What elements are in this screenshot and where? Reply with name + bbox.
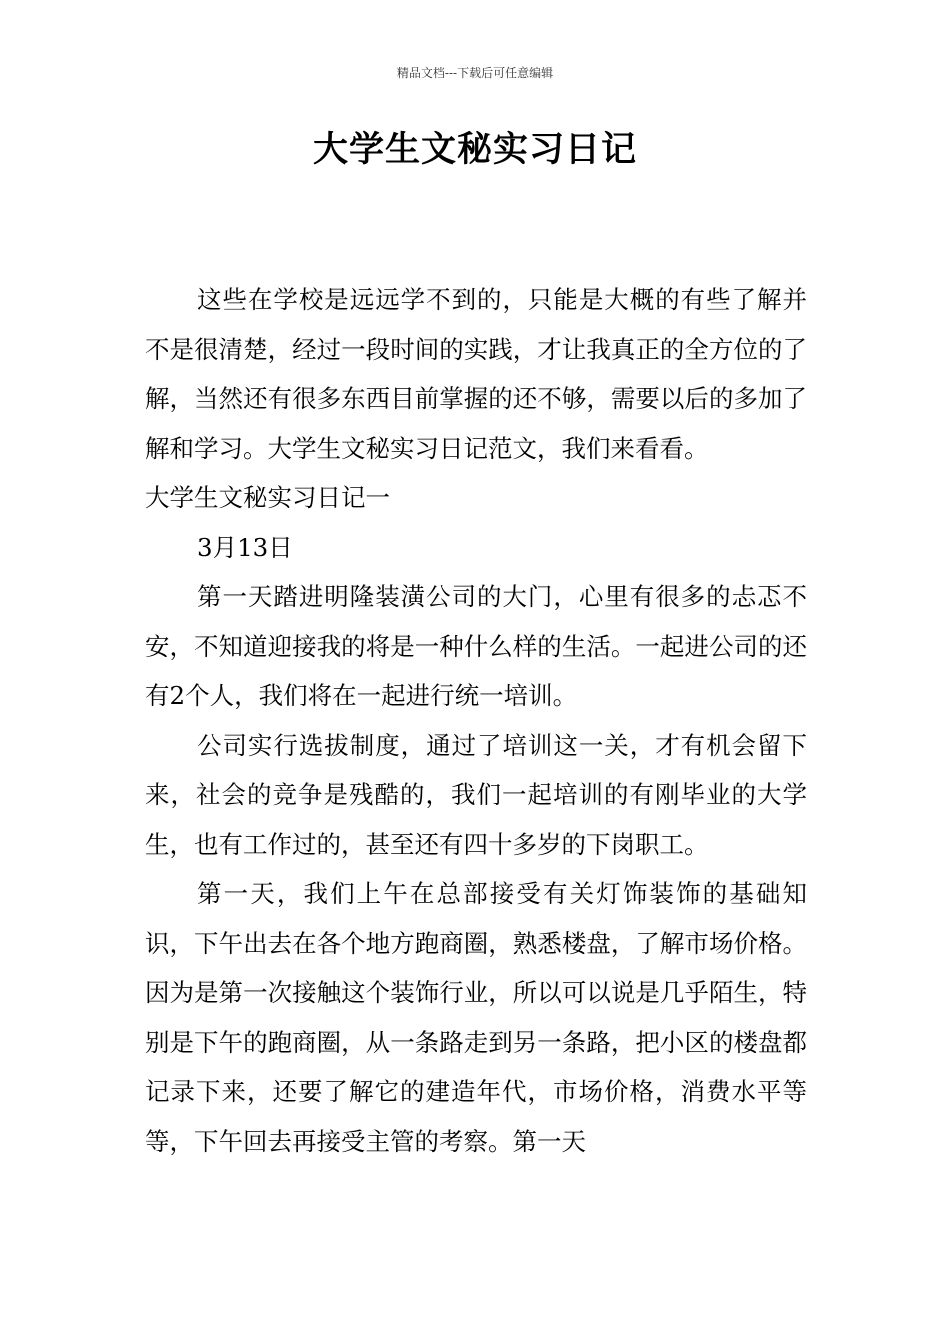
paragraph-training: 第一天，我们上午在总部接受有关灯饰装饰的基础知识，下午出去在各个地方跑商圈，熟悉楼盘，了解市场价格。因为是第一次接触这个装饰行业，所以可以说是几乎陌生，特别是下午的跑商圈，从一条路走到另一条路，把小区的楼盘都记录下来，还要了解它的建造年代，市场价格，消费水平等等，下午回去再接受主管的考察。第一天 <box>145 879 807 1156</box>
paragraph-first-day: 第一天踏进明隆装潢公司的大门，心里有很多的忐忑不安，不知道迎接我的将是一种什么样的生活。一起进公司的还有2个人，我们将在一起进行统一培训。 <box>145 582 807 710</box>
header-note: 精品文档---下载后可任意编辑 <box>396 66 554 80</box>
document-body <box>145 275 807 1166</box>
document-title: 大学生文秘实习日记 <box>312 130 637 170</box>
paragraph-selection: 公司实行选拔制度，通过了培训这一关，才有机会留下来，社会的竞争是残酷的，我们一起培训的有刚毕业的大学生，也有工作过的，甚至还有四十多岁的下岗职工。 <box>145 730 807 859</box>
section-heading: 大学生文秘实习日记一 <box>145 483 390 512</box>
diary-date: 3月13日 <box>197 532 293 562</box>
paragraph-intro: 这些在学校是远远学不到的，只能是大概的有些了解并不是很清楚，经过一段时间的实践，才让我真正的全方位的了解，当然还有很多东西目前掌握的还不够，需要以后的多加了解和学习。大学生文秘实习日记范文，我们来看看。 <box>145 285 807 463</box>
